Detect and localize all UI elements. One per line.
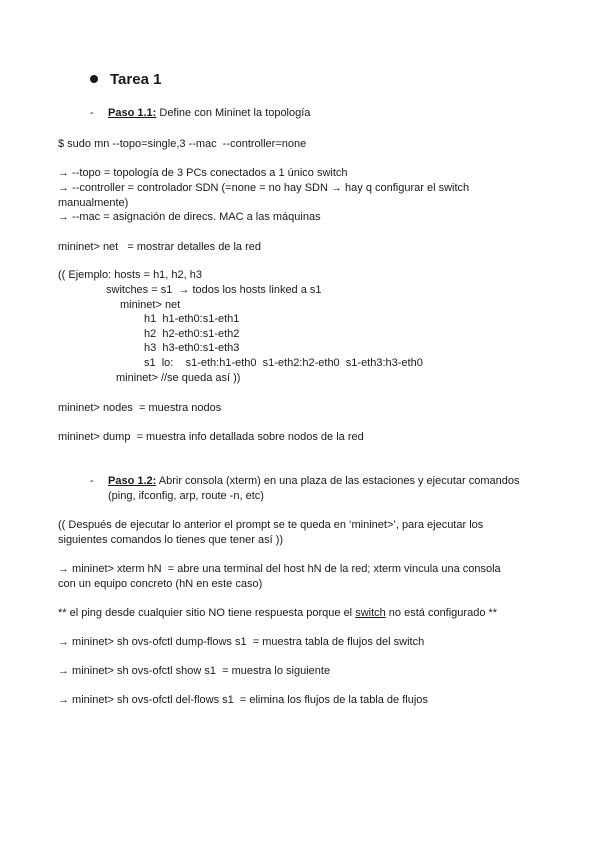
section-title: Tarea 1 (110, 71, 162, 88)
dump-line: mininet> dump = muestra info detallada sobre nodos de la red (58, 431, 364, 443)
paso-1-1-text: Define con Mininet la topología (156, 107, 311, 119)
paso-1-2-text-2: (ping, ifconfig, arp, route -n, etc) (108, 490, 264, 502)
arrow-controller-2: manualmente) (58, 197, 129, 209)
example-line-4: h1 h1-eth0:s1-eth1 (144, 313, 240, 325)
xterm-line-2: con un equipo concreto (hN en este caso) (58, 578, 263, 590)
arrow-topo: → --topo = topología de 3 PCs conectados a 1 único switch (58, 167, 348, 179)
del-flows-line: → mininet> sh ovs-ofctl del-flows s1 = elimina los flujos de la tabla de flujos (58, 694, 428, 706)
nodes-line: mininet> nodes = muestra nodos (58, 402, 222, 414)
ping-note-switch: switch (355, 607, 386, 619)
dump-flows-line: → mininet> sh ovs-ofctl dump-flows s1 = muestra tabla de flujos del switch (58, 636, 425, 648)
arrow-controller-1: → --controller = controlador SDN (=none = no hay SDN → hay q configurar el switch (58, 182, 470, 194)
after-prompt-1: (( Después de ejecutar lo anterior el prompt se te queda en ‘mininet>’, para ejecutar los (58, 519, 484, 531)
paso-1-1 (108, 106, 310, 120)
example-line-8: mininet> //se queda así )) (116, 372, 241, 384)
xterm-line-1: → mininet> xterm hN = abre una terminal del host hN de la red; xterm vincula una consola (58, 563, 501, 575)
section-heading (90, 70, 161, 90)
bullet-icon (90, 75, 98, 83)
cmd-mn: $ sudo mn --topo=single,3 --mac --controller=none (58, 138, 307, 150)
ping-note-after: no está configurado ** (385, 607, 498, 619)
after-prompt-2: siguientes comandos lo tienes que tener así )) (58, 534, 284, 546)
ping-note (58, 606, 497, 620)
paso-1-1-label: Paso 1.1: (108, 107, 157, 119)
example-line-6: h3 h3-eth0:s1-eth3 (144, 342, 240, 354)
paso-1-2 (108, 474, 520, 488)
example-line-3: mininet> net (120, 299, 181, 311)
example-line-7: s1 lo: s1-eth:h1-eth0 s1-eth2:h2-eth0 s1-eth3:h3-eth0 (144, 357, 423, 369)
list-dash: - (90, 107, 94, 119)
example-line-1: (( Ejemplo: hosts = h1, h2, h3 (58, 269, 202, 281)
example-line-5: h2 h2-eth0:s1-eth2 (144, 328, 240, 340)
net-line: mininet> net = mostrar detalles de la red (58, 241, 261, 253)
ping-note-before: ** el ping desde cualquier sitio NO tiene respuesta porque el (58, 607, 356, 619)
list-dash: - (90, 475, 94, 487)
example-line-2: switches = s1 → todos los hosts linked a s1 (106, 284, 322, 296)
show-line: → mininet> sh ovs-ofctl show s1 = muestra lo siguiente (58, 665, 331, 677)
paso-1-2-label: Paso 1.2: (108, 475, 157, 487)
arrow-mac: → --mac = asignación de direcs. MAC a las máquinas (58, 211, 321, 223)
paso-1-2-text-1: Abrir consola (xterm) en una plaza de las estaciones y ejecutar comandos (156, 475, 520, 487)
